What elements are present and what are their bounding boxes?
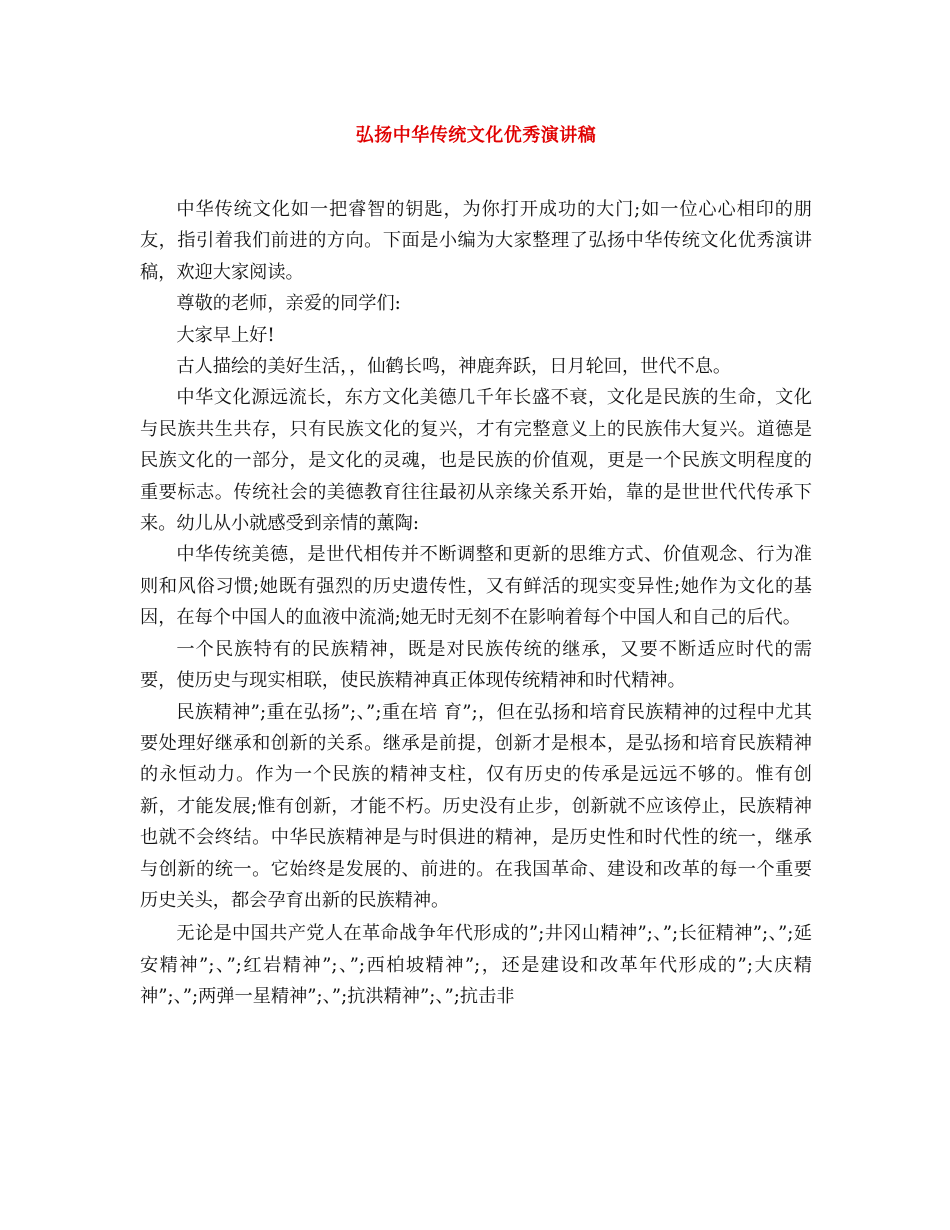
paragraph-greeting: 大家早上好! — [176, 324, 275, 346]
document-title: 弘扬中华传统文化优秀演讲稿 — [355, 125, 597, 146]
paragraph-national-spirit: 一个民族特有的民族精神，既是对民族传统的继承，又要不断适应时代的需要，使历史与现实相联，使民族精神真正体现传统精神和时代精神。 — [140, 638, 812, 692]
paragraph-chinese-culture: 中华文化源远流长，东方文化美德几千年长盛不衰，文化是民族的生命，文化与民族共生共存，只有民族文化的复兴，才有完整意义上的民族伟大复兴。道德是民族文化的一部分，是文化的灵魂，也是民族的价值观，更是一个民族文明程度的重要标志。传统社会的美德教育往往最初从亲缘关系开始，靠的是世世代代传承下来。幼儿从小就感受到亲情的薰陶: — [140, 387, 812, 535]
paragraph-inherit-innovate: 民族精神”;重在弘扬”;、”;重在培 育”;，但在弘扬和培育民族精神的过程中尤其要处理好继承和创新的关系。继承是前提，创新才是根本，是弘扬和培育民族精神的永恒动力。作为一个民族的精神支柱，仅有历史的传承是远远不够的。惟有创新，才能发展;惟有创新，才能不朽。历史没有止步，创新就不应该停止，民族精神也就不会终结。中华民族精神是与时俱进的精神，是历史性和时代性的统一，继承与创新的统一。它始终是发展的、前进的。在我国革命、建设和改革的每一个重要历史关头，都会孕育出新的民族精神。 — [140, 701, 812, 911]
paragraph-traditional-virtue: 中华传统美德，是世代相传并不断调整和更新的思维方式、价值观念、行为准则和风俗习惯;她既有强烈的历史遗传性，又有鲜活的现实变异性;她作为文化的基因，在每个中国人的血液中流淌;她无时无刻不在影响着每个中国人和自己的后代。 — [140, 544, 812, 629]
paragraph-salutation: 尊敬的老师，亲爱的同学们: — [176, 293, 401, 315]
paragraph-revolution-spirits: 无论是中国共产党人在革命战争年代形成的”;井冈山精神”;、”;长征精神”;、”;延安精神”;、”;红岩精神”;、”;西柏坡精神”;，还是建设和改革年代形成的”;大庆精神”;、”;两弹一星精神”;、”;抗洪精神”;、”;抗击非 — [140, 923, 812, 1008]
paragraph-intro: 中华传统文化如一把睿智的钥匙，为你打开成功的大门;如一位心心相印的朋友，指引着我们前进的方向。下面是小编为大家整理了弘扬中华传统文化优秀演讲稿，欢迎大家阅读。 — [140, 199, 812, 283]
paragraph-ancient-life: 古人描绘的美好生活，，仙鹤长鸣，神鹿奔跃，日月轮回，世代不息。 — [176, 356, 732, 378]
document-page — [140, 118, 812, 1013]
